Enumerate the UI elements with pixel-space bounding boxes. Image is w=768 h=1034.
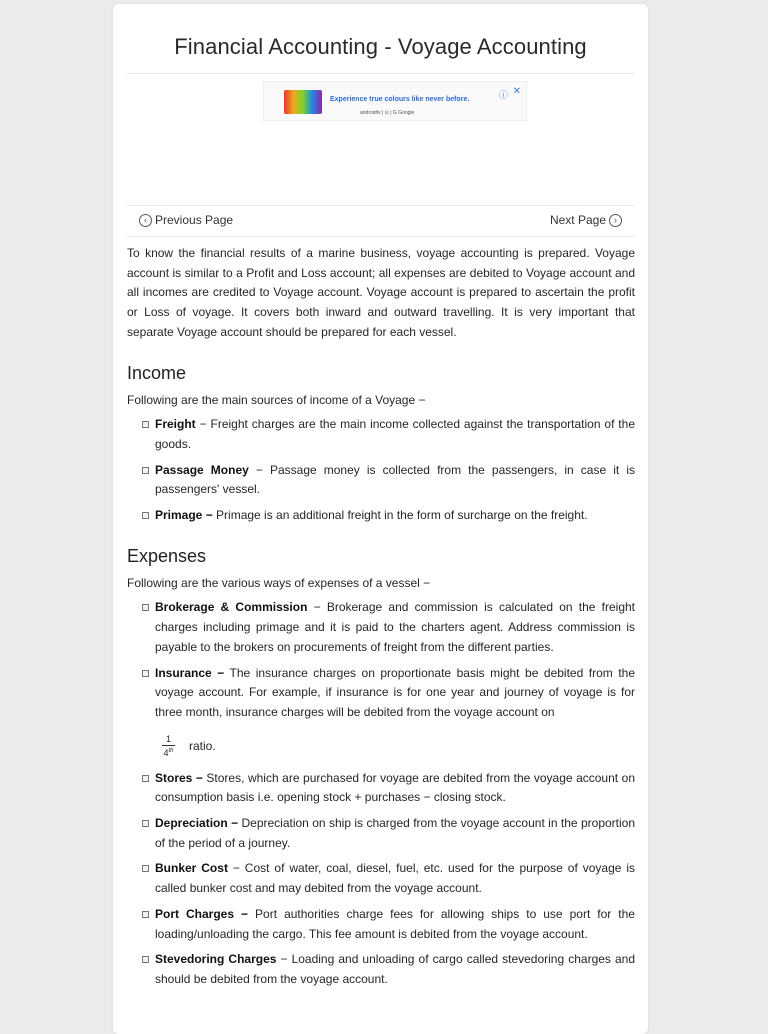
- income-list: [127, 415, 635, 526]
- list-item: [140, 598, 635, 657]
- item-text: − Brokerage and commission is calculated on the freight charges including primage and it is paid to the charters agent. Address commission is payable to the brokers on procurements of freight from the different parties.: [155, 600, 635, 654]
- item-term: Brokerage & Commission: [155, 600, 308, 615]
- item-text: Stores, which are purchased for voyage are debited from the voyage account on consumption basis i.e. opening stock + purchases − closing stock.: [155, 770, 635, 805]
- item-term: Insurance −: [155, 665, 225, 680]
- item-term: Port Charges −: [155, 906, 249, 921]
- ratio-label: ratio.: [189, 738, 216, 753]
- item-text: − Loading and unloading of cargo called stevedoring charges and should be debited from the voyage account.: [155, 952, 635, 986]
- denominator-value: 4: [163, 748, 169, 759]
- ad-sponsors: androidtv | ⊙ | G Google: [360, 110, 415, 116]
- income-heading: Income: [127, 362, 187, 383]
- expenses-list: [127, 598, 635, 989]
- list-item: [140, 664, 635, 763]
- next-page-label: Next Page: [549, 213, 606, 227]
- fraction-denominator: [163, 746, 173, 759]
- info-icon[interactable]: ⓘ: [498, 90, 508, 100]
- divider: [127, 236, 634, 237]
- previous-page-label: Previous Page: [155, 213, 234, 227]
- divider: [127, 73, 634, 74]
- intro-paragraph: To know the financial results of a marine business, voyage accounting is prepared. Voyage account is similar to a Profit and Loss account; all expenses are debited to Voyage account and all incomes are credited to Voyage account. Voyage account is prepared to ascertain the profit or Loss of voyage. It covers both inward and outward travelling. It is very important that separate Voyage account should be prepared for each vessel.: [127, 246, 635, 339]
- fraction: [162, 734, 175, 759]
- fraction-numerator: 1: [162, 734, 175, 746]
- advertisement-banner[interactable]: [263, 81, 527, 121]
- previous-page-link[interactable]: [139, 213, 233, 227]
- list-item: [140, 905, 635, 944]
- close-icon[interactable]: ✕: [512, 86, 521, 97]
- expenses-heading: Expenses: [127, 545, 207, 566]
- item-term: Stores −: [155, 770, 203, 785]
- ordinal-suffix: th: [168, 748, 174, 755]
- expenses-lead: Following are the various ways of expenses of a vessel −: [127, 575, 431, 590]
- fraction-ratio: [162, 731, 635, 763]
- item-text: − Freight charges are the main income collected against the transportation of the goods.: [155, 417, 635, 451]
- item-term: Passage Money: [155, 462, 249, 477]
- article-card: [113, 4, 648, 1034]
- list-item: [140, 415, 635, 454]
- divider: [127, 205, 634, 206]
- item-term: Stevedoring Charges: [155, 952, 277, 967]
- next-page-link[interactable]: [550, 213, 622, 227]
- item-text: The insurance charges on proportionate basis might be debited from the voyage account. For example, if insurance is for one year and journey of voyage is for three month, insurance charges will be debited from the voyage account on: [155, 665, 636, 719]
- item-term: Bunker Cost: [155, 861, 228, 876]
- income-lead: Following are the main sources of income of a Voyage −: [127, 392, 426, 407]
- item-text: Primage is an additional freight in the form of surcharge on the freight.: [212, 508, 588, 523]
- list-item: [140, 950, 635, 989]
- item-text: − Passage money is collected from the passengers, in case it is passengers' vessel.: [155, 462, 635, 497]
- list-item: [140, 769, 635, 808]
- page-title: Financial Accounting - Voyage Accounting: [174, 34, 587, 59]
- chevron-right-icon: ›: [609, 214, 622, 227]
- list-item: [140, 461, 635, 500]
- list-item: [140, 506, 635, 526]
- list-item: [140, 859, 635, 898]
- list-item: [140, 814, 635, 853]
- item-term: Depreciation −: [155, 816, 239, 831]
- chevron-left-icon: ‹: [139, 214, 152, 227]
- ad-headline: Experience true colours like never before.: [330, 96, 470, 103]
- item-term: Primage −: [155, 508, 213, 523]
- item-text: − Cost of water, coal, diesel, fuel, etc. used for the purpose of voyage is called bunker cost and may debited from the voyage account.: [155, 861, 635, 896]
- item-text: Depreciation on ship is charged from the voyage account in the proportion of the period of a journey.: [155, 816, 636, 850]
- tv-image: [284, 90, 322, 114]
- item-term: Freight: [155, 417, 196, 432]
- item-text: Port authorities charge fees for allowing ships to use port for the loading/unloading the cargo. This fee amount is debited from the voyage account.: [155, 906, 635, 941]
- article-content: [127, 244, 635, 996]
